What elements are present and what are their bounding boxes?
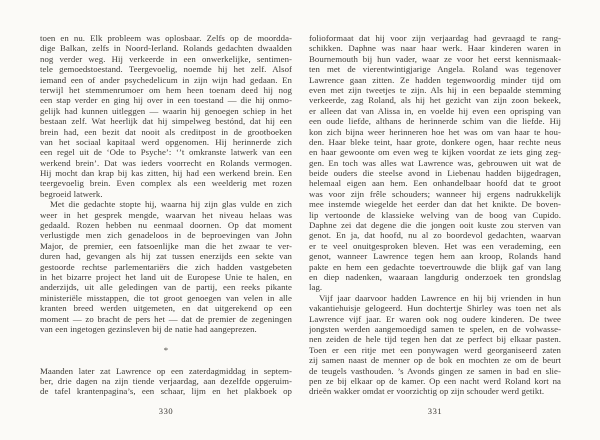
text-line: de teugels vasthouden. ’s Avonds gingen ze samen in bad en slie- <box>309 365 561 376</box>
text-line: iemand een of ander psychedelicum in zijn wijn had gedaan. En <box>40 74 292 85</box>
text-line: Lawrence gaan zitten. Ze hadden tegenwoordig minder tijd om <box>309 74 561 85</box>
text-line: pen ze bij elkaar op de kamer. Op een nacht werd Roland kort na <box>309 375 561 386</box>
text-line: en diep nadenken, waaraan langdurig onderzoek ten grondslag <box>309 271 561 282</box>
text-line: moment — zo bracht de pers het — dat de premier de zegeningen <box>40 313 292 324</box>
page-text <box>309 33 561 397</box>
text-line: kranten breed werden uitgemeten, en dat uitgerekend op een <box>40 303 292 314</box>
text-line: Bournemouth bij hun vader, waar ze voor het eerst kennismaak- <box>309 53 561 64</box>
text-line: helemaal eigen aan hem. Een onhandelbaar hoofd dat te groot <box>309 178 561 189</box>
left-page <box>40 33 292 425</box>
text-line: Vijf jaar daarvoor hadden Lawrence en hij bij vrienden in hun <box>319 292 561 303</box>
section-separator: * <box>163 344 169 355</box>
text-line: genot, wanneer Lawrence tegen hem aan kroop, Rolands hand <box>309 251 561 262</box>
text-line: Maanden later zat Lawrence op een zaterdagmiddag in septem- <box>40 365 292 376</box>
text-line: verkeerde, zag Roland, als hij het gezicht van zijn zoon bekeek, <box>309 95 561 106</box>
text-line: brein had, een bezit dat nooit als creditpost in de grootboeken <box>40 126 292 137</box>
text-line: mee instemde wiegelde het eerder dan dat het knikte. De boven- <box>309 199 561 210</box>
text-line: nen zeiden de hele tijd tegen hen dat ze perfect bij elkaar pasten. <box>309 334 561 345</box>
text-line: in het bizarre project het land uit de Europese Unie te halen, en <box>40 271 292 282</box>
text-line: gelijk had kunnen uitleggen — waarin hij genoegen schiep in het <box>40 105 292 116</box>
text-line: terwijl het stemmenrumoer om hem heen toenam deed hij nog <box>40 84 292 95</box>
text-line: tele gemoedstoestand. Teergevoelig, noemde hij het zelf. Alsof <box>40 64 292 75</box>
text-line: ministeriële misstappen, die tot groot genoegen van velen in alle <box>40 292 292 303</box>
text-line: even met zijn tweetjes te zijn. Als hij in een bepaalde stemming <box>309 84 561 95</box>
text-line: Daphne zei dat degene die die jongen ooit kuste zou sterven van <box>309 220 561 231</box>
page-number: 330 <box>158 406 174 416</box>
text-line: gen. En toch was alles wat Lawrence was, gebrouwen uit wat de <box>309 157 561 168</box>
text-line: verlustigde men zich genadeloos in de beproevingen van John <box>40 230 292 241</box>
text-line: begroeid latwerk. <box>40 188 103 199</box>
text-line: jongsten werden aangemoedigd samen te spelen, en de volwasse- <box>309 323 561 334</box>
text-line: bestaan zelf. Wat heerlijk dat hij simpelweg bestónd, dat hij een <box>40 116 292 127</box>
text-line: Major, de premier, een fatsoenlijke man die het zwaar te ver- <box>40 240 292 251</box>
text-line: beide ouders die steelse avond in Liebenau hadden bijgedragen, <box>309 168 561 179</box>
text-line: toen en nu. Elk probleem was oplosbaar. Zelfs op de moordda- <box>40 33 292 43</box>
text-line: de tafel krantenpagina’s, een schaar, lijm en het plakboek op <box>40 386 292 397</box>
page-number: 331 <box>427 406 443 416</box>
text-line: zij samen naast de menner op de bok en mochten ze om de beurt <box>309 355 561 366</box>
text-line: folioformaat dat hij voor zijn verjaardag had gevraagd te rang- <box>309 33 561 43</box>
text-line: van een ingetogen gezinsleven bij de natie had aangeprezen. <box>40 323 257 334</box>
text-line: een stap verder en ging hij over in een toestand — die hij onmo- <box>40 95 292 106</box>
text-line: een oude liefde, althans de herinnerde schim van die liefde. Hij <box>309 116 561 127</box>
text-line: er te veel onuitgesproken bleven. Het was een verademing, een <box>309 240 561 251</box>
text-line: teergevoelig brein. Even complex als een weelderig met rozen <box>40 178 292 189</box>
text-line: genot. En ja, dat hoofd, nu al zo boordevol gedachten, waarvan <box>309 230 561 241</box>
text-line: lag. <box>309 282 323 293</box>
text-line: lip vertoonde de klassieke welving van de boog van Cupido. <box>309 209 561 220</box>
text-line: Hij mocht dan krap bij kas zitten, hij had een werkend brein. Een <box>40 168 292 179</box>
text-line: en haar gewoonte om even weg te kijken voordat ze iets ging zeg- <box>309 147 561 158</box>
text-line: van het sociaal kapitaal werd opgenomen. Hij herinnerde zich <box>40 136 292 147</box>
text-line: anderzijds, uit alle geledingen van de partij, een reeks pikante <box>40 282 292 293</box>
text-line: vakantiehuisje gelogeerd. Hun dochtertje Shirley was toen net als <box>309 303 561 314</box>
text-line: was voor zijn frêle schouders; wanneer hij ergens nadrukkelijk <box>309 188 561 199</box>
text-line: gedaald. Rozen hebben nu eenmaal doornen. Op dat moment <box>40 220 292 231</box>
right-page <box>309 33 561 425</box>
text-line: nog verder weg. Hij verkeerde in een onwerkelijke, sentimen- <box>40 53 292 64</box>
text-line: weer in het gesprek mengde, waarvan het niveau helaas was <box>40 209 292 220</box>
text-line: dige Balkan, zelfs in Noord-Ierland. Rolands gedachten dwaalden <box>40 43 292 54</box>
text-line: ten met de vierentwintigjarige Angela. Roland was tegenover <box>309 64 561 75</box>
text-line: den. Haar bleke teint, haar grote, donkere ogen, haar rechte neus <box>309 136 561 147</box>
text-line: er alleen dat van Alissa in, en voelde hij even een oprisping van <box>309 105 561 116</box>
text-line: pakte en hem een gedachte toevertrouwde die blijk gaf van lang <box>309 261 561 272</box>
text-line: Lawrence vijf jaar. Er waren ook nog oudere kinderen. De twee <box>309 313 561 324</box>
blank-line <box>40 355 292 365</box>
text-line: ber, drie dagen na zijn tiende verjaardag, aan dezelfde opgeruim- <box>40 375 292 386</box>
text-line: werkend brein’. Dat was ieders voorrecht en Rolands vermogen. <box>40 157 292 168</box>
text-line: drieën wakker omdat er voorzichtig op zijn schouder werd getikt. <box>309 386 545 397</box>
text-line: schikken. Daphne was naar haar werk. Haar kinderen waren in <box>309 43 561 54</box>
text-line: Met die gedachte stopte hij, waarna hij zijn glas vulde en zich <box>50 199 292 210</box>
text-line: duren had, gevangen als hij zat tussen enerzijds een sekte van <box>40 251 292 262</box>
blank-line <box>40 334 292 344</box>
text-line: Toen er een ritje met een ponywagen werd georganiseerd zaten <box>309 344 561 355</box>
text-line: een regel uit de ‘Ode to Psyche’: ‘’t omkranste latwerk van een <box>40 147 292 158</box>
text-line: gestoorde rechtse parlementariërs die zich hadden vastgebeten <box>40 261 292 272</box>
text-line: kon zich bijna weer herinneren hoe het was om van haar te hou- <box>309 126 561 137</box>
page-text <box>40 33 292 397</box>
